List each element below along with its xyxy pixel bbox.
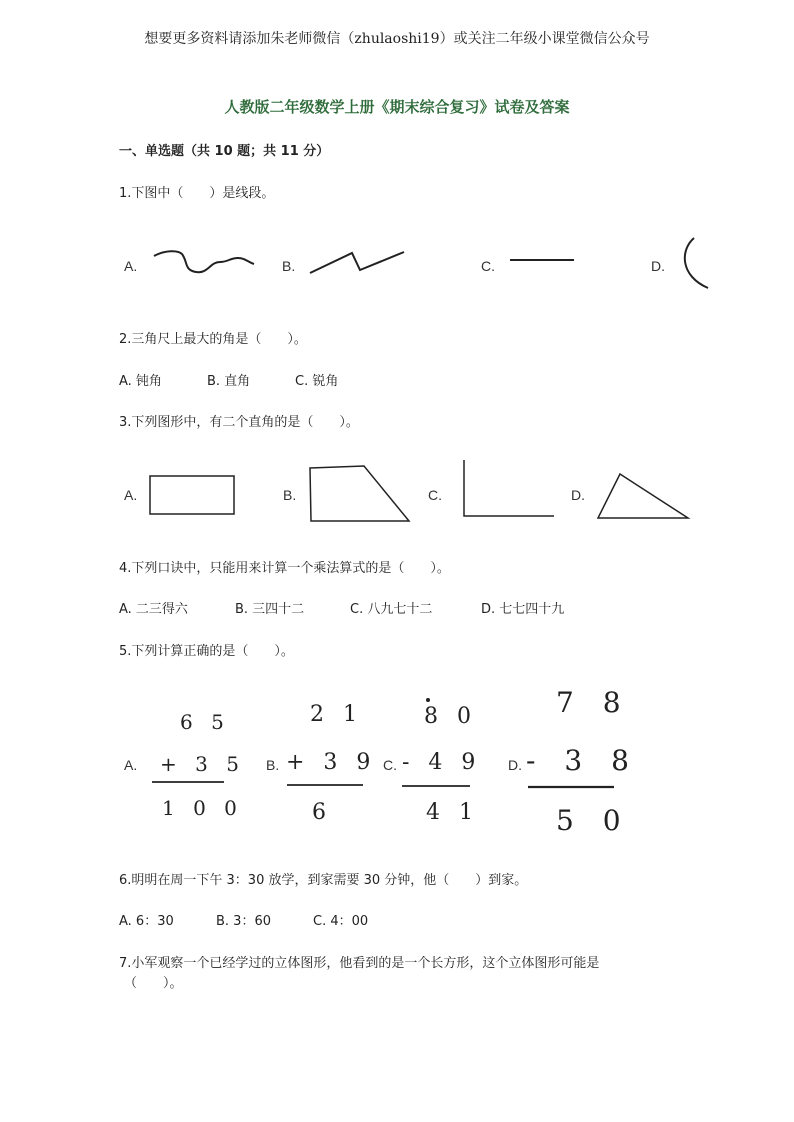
q1-polyline-figure: [308, 250, 408, 276]
q5-label-b: B.: [266, 757, 280, 773]
q5-a-operand: + 3 5: [160, 752, 245, 776]
q4-option-c: C. 八九七十二: [350, 602, 433, 617]
q5-label-d: D.: [508, 757, 522, 773]
q5-c-rule: [402, 784, 472, 788]
q6-option-c: C. 4：00: [313, 914, 369, 929]
q1-label-b: B.: [282, 258, 296, 274]
question-3-text: 3.下列图形中，有二个直角的是（ ）。: [119, 415, 359, 430]
section-heading: 一、单选题（共 10 题；共 11 分）: [119, 144, 330, 159]
q5-d-top-number: 7 8: [556, 686, 631, 719]
q5-label-c: C.: [383, 757, 397, 773]
q5-b-result: 6: [312, 800, 332, 825]
q3-right-angle-figure: [462, 458, 558, 520]
q1-segment-figure: [508, 256, 578, 264]
q6-option-b: B. 3：60: [216, 914, 271, 929]
page-title: 人教版二年级数学上册《期末综合复习》试卷及答案: [224, 98, 570, 116]
q3-rectangle-figure: [148, 474, 238, 516]
q5-d-rule: [528, 785, 616, 789]
q3-label-a: A.: [124, 487, 138, 503]
question-1-text: 1.下图中（ ）是线段。: [119, 186, 275, 201]
question-5-text: 5.下列计算正确的是（ ）。: [119, 644, 294, 659]
q3-trapezoid-figure: [308, 464, 412, 524]
q3-label-c: C.: [428, 487, 442, 503]
question-2-text: 2.三角尺上最大的角是（ ）。: [119, 332, 307, 347]
q5-b-rule: [287, 783, 365, 787]
q6-option-a: A. 6：30: [119, 914, 174, 929]
q1-label-d: D.: [651, 258, 665, 274]
q5-c-result: 4 1: [426, 800, 479, 825]
q1-label-a: A.: [124, 258, 138, 274]
q3-triangle-figure: [596, 472, 692, 522]
q4-option-d: D. 七七四十九: [481, 602, 565, 617]
q4-option-b: B. 三四十二: [235, 602, 305, 617]
question-7-text-continued: （ ）。: [124, 976, 183, 991]
q5-label-a: A.: [124, 757, 138, 773]
q4-option-a: A. 二三得六: [119, 602, 188, 617]
q1-arc-figure: [680, 234, 716, 292]
q5-c-operand: - 4 9: [402, 750, 482, 775]
q2-option-b: B. 直角: [207, 374, 251, 389]
q2-option-a: A. 钝角: [119, 374, 162, 389]
q2-option-c: C. 锐角: [295, 374, 339, 389]
q3-label-b: B.: [283, 487, 297, 503]
q1-curve-line-figure: [150, 240, 260, 280]
q5-c-dot-mark: [424, 696, 432, 704]
q5-a-top-number: 6 5: [180, 710, 230, 734]
q5-a-result: 1 0 0: [162, 796, 243, 820]
page-header: 想要更多资料请添加朱老师微信（zhulaoshi19）或关注二年级小课堂微信公众号: [144, 31, 650, 47]
question-7-text: 7.小军观察一个已经学过的立体图形，他看到的是一个长方形，这个立体图形可能是: [119, 956, 600, 971]
q5-d-result: 5 0: [556, 804, 631, 837]
question-4-text: 4.下列口诀中，只能用来计算一个乘法算式的是（ ）。: [119, 561, 450, 576]
q1-label-c: C.: [481, 258, 495, 274]
q5-b-top-number: 2 1: [310, 702, 363, 727]
q3-label-d: D.: [571, 487, 585, 503]
q5-a-rule: [152, 780, 226, 784]
q5-b-operand: + 3 9: [286, 750, 377, 775]
question-6-text: 6.明明在周一下午 3：30 放学，到家需要 30 分钟，他（ ）到家。: [119, 873, 528, 888]
q5-d-operand: - 3 8: [526, 744, 639, 777]
q5-c-top-number: 8 0: [424, 704, 477, 729]
